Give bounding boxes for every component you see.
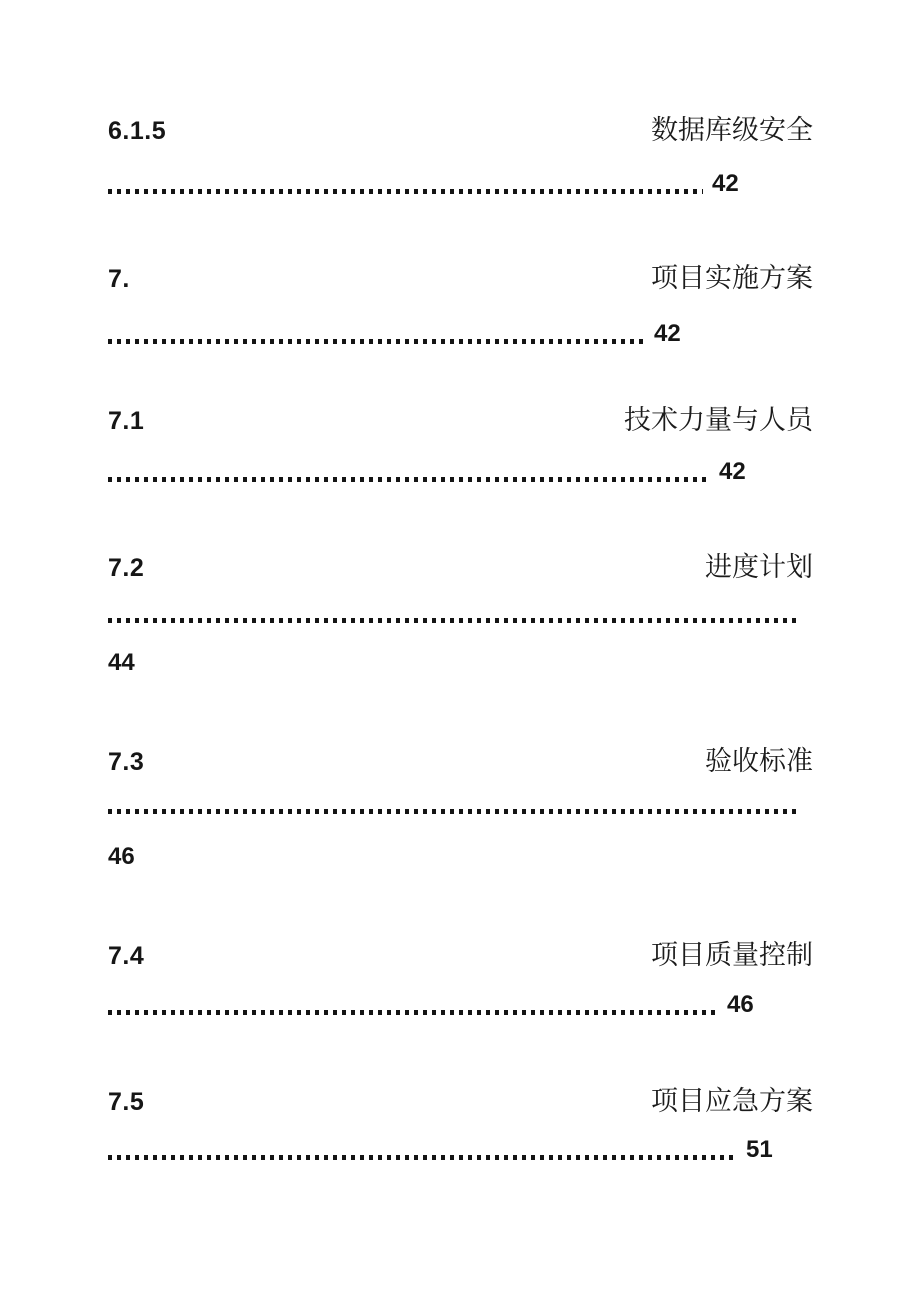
toc-page-number: 46 — [108, 843, 135, 870]
dot-leader — [108, 189, 703, 194]
toc-entry-leader-line — [108, 618, 797, 623]
toc-entry-leader-line — [108, 460, 746, 484]
dot-leader — [108, 339, 645, 344]
toc-entry-title: 技术力量与人员 — [624, 405, 813, 435]
toc-entry-number: 7.1 — [108, 407, 145, 435]
toc-entry-title: 项目质量控制 — [651, 940, 813, 970]
toc-page-number: 44 — [108, 649, 135, 676]
toc-entry — [108, 941, 813, 969]
toc-entry — [108, 264, 813, 292]
toc-entry — [108, 1087, 813, 1115]
toc-entry — [108, 116, 813, 144]
dot-leader — [108, 1010, 718, 1015]
dot-leader — [108, 618, 797, 623]
toc-entry-number: 7.2 — [108, 554, 145, 582]
toc-entry-leader-line — [108, 172, 739, 196]
toc-entry-leader-line — [108, 809, 797, 814]
toc-entry-number: 7.4 — [108, 942, 145, 970]
toc-entry-title: 进度计划 — [705, 552, 813, 582]
toc-entry — [108, 406, 813, 434]
dot-leader — [108, 1155, 737, 1160]
toc-entry-number: 7.5 — [108, 1088, 145, 1116]
toc-entry-leader-line — [108, 322, 681, 346]
toc-entry-page-line — [108, 845, 135, 869]
toc-entry-number: 7.3 — [108, 748, 145, 776]
toc-page-number: 51 — [746, 1136, 773, 1163]
toc-entry-leader-line — [108, 993, 754, 1017]
toc-entry-number: 7. — [108, 265, 130, 293]
toc-page-number: 42 — [712, 170, 739, 197]
toc-page-number: 46 — [727, 991, 754, 1018]
toc-entry-page-line — [108, 651, 135, 675]
toc-entry-title: 项目应急方案 — [651, 1086, 813, 1116]
dot-leader — [108, 809, 797, 814]
toc-entry — [108, 747, 813, 775]
toc-entry-title: 验收标准 — [705, 746, 813, 776]
toc-entry-title: 数据库级安全 — [651, 115, 813, 145]
toc-entry — [108, 553, 813, 581]
toc-page-number: 42 — [654, 320, 681, 347]
toc-entry-title: 项目实施方案 — [651, 263, 813, 293]
dot-leader — [108, 477, 710, 482]
toc-page-number: 42 — [719, 458, 746, 485]
toc-entry-leader-line — [108, 1138, 773, 1162]
toc-entry-number: 6.1.5 — [108, 117, 167, 145]
